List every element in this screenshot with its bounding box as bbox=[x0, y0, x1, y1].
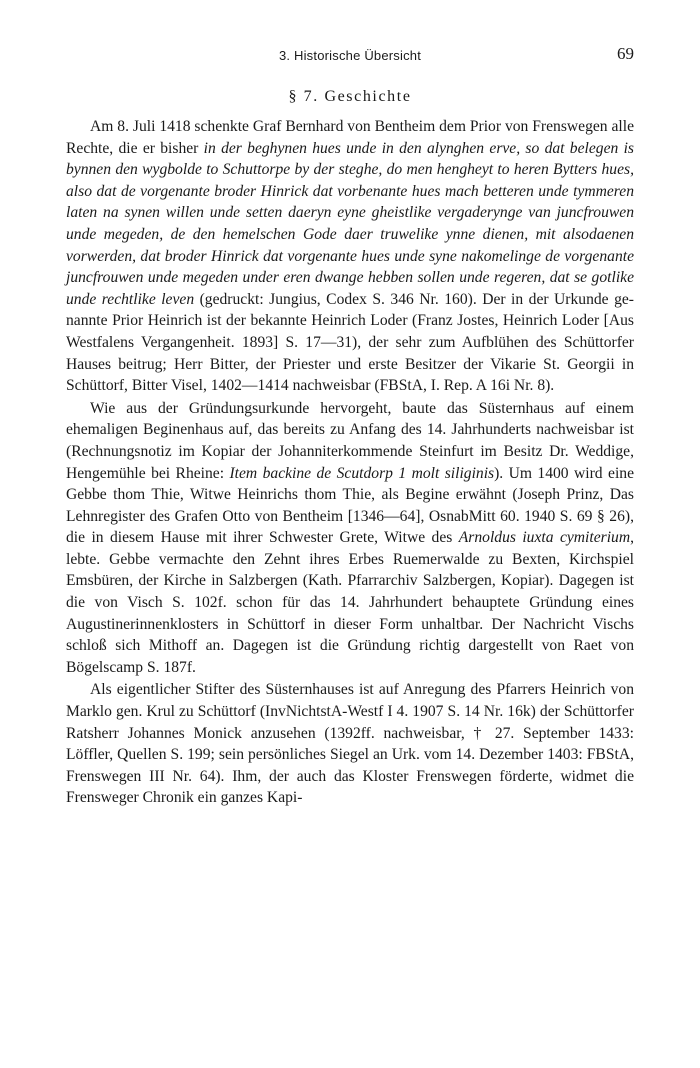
text-segment: (gedruckt: Jungius, Codex S. 346 Nr. 160). Der in der Urkunde genannte Prior Heinrich ist der bekannte Heinrich Loder (Franz Jostes, Heinrich Loder [Aus Westfalens Vergangenheit. 1893] S. 17—31), der sehr zum Aufblühen des Schüttorfer Hauses beitrug; Herr Bitter, der Priester und erste Besitzer der Vikarie St. Georgii in Schüttorf, Bitter Visel, 1402—1414 nachweisbar (FBStA, I. Rep. A 16i Nr. 8). bbox=[66, 290, 634, 395]
text-segment: , lebte. Gebbe vermachte den Zehnt ihres Erbes Ruemerwalde zu Bexten, Kirchspiel Emsbüren, der Kirche in Salzbergen (Kath. Pfarrarchiv Salzbergen, Kopiar). Dagegen ist die von Visch S. 102f. schon für das 14. Jahrhundert behauptete Gründung eines Augustinerinnenklosters in Schüttorf in dieser Form unhaltbar. Der Nachricht Vischs schloß sich Mithoff an. Dagegen ist die Gründung richtig dargestellt von Raet von Bögelscamp S. 187f. bbox=[66, 529, 634, 676]
running-title: 3. Historische Übersicht bbox=[278, 48, 422, 63]
text-segment: Wie aus der Gründungsurkunde hervorgeht, baute das Süsternhaus auf einem ehemaligen Beginenhaus auf, das bereits zu Anfang des 14. Jahrhunderts nachweisbar ist (Rechnungsnotiz im Kopiar der Johanniterkommende Steinfurt im Besitz Dr. Weddige, Hengemühle bei Rheine: bbox=[66, 399, 634, 482]
italic-quote-segment: Item backine de Scutdorp 1 molt siliginis bbox=[229, 464, 495, 482]
document-page bbox=[66, 40, 634, 809]
text-segment: Am 8. Juli 1418 schenkte Graf Bernhard von Bentheim dem Prior von Frenswegen alle Rechte, die er bisher bbox=[66, 118, 634, 157]
italic-quote-segment: in der beghynen hues unde in den alynghen erve, so dat belegen is bynnen den wygbolde to Schuttorpe by der steghe, do men hengheyt to heren Bytters hues, also dat de vorgenante broder Hinrick dat vorbenante hues mach betteren unde tymmeren laten na synen willen unde setten daeryn eyne gheistlike vergaderynge van juncfrouwen unde megeden, de den hemelschen Gode daer truwelike ynne dienen, mit alsodaenen vorwerden, dat broder Hinrick dat vorgenante hues unde syne nakomelinge de vorgenante juncfrouwen unde megeden under eren dwange hebben sollen unde regeren, dat se gotlike unde rechtlike leven bbox=[66, 139, 634, 308]
text-segment: ). Um 1400 wird eine Gebbe thom Thie, Witwe Heinrichs thom Thie, als Begine erwähnt (Joseph Prinz, Das Lehnregister des Grafen Otto von Bentheim [1346—64], OsnabMitt 60. 1940 S. 69 § 26), die in diesem Hause mit ihrer Schwester Grete, Witwe des bbox=[66, 464, 634, 547]
section-heading: § 7. Geschichte bbox=[288, 88, 412, 105]
text-segment: Als eigentlicher Stifter des Süsternhauses ist auf Anregung des Pfarrers Heinrich von Marklo gen. Krul zu Schüttorf (InvNichtstA-Westf I 4. 1907 S. 14 Nr. 16k) der Schüttorfer Ratsherr Johannes Monick anzusehen (1392ff. nachweisbar, † 27. September 1433: Löffler, Quellen S. 199; sein persönliches Siegel an Urk. vom 14. Dezember 1403: FBStA, Frenswegen III Nr. 64). Ihm, der auch das Kloster Frenswegen förderte, widmet die Frensweger Chronik ein ganzes Kapi- bbox=[66, 681, 634, 807]
paragraph-3 bbox=[66, 679, 634, 809]
italic-quote-segment: Arnoldus iuxta cymiterium bbox=[458, 529, 631, 547]
running-header bbox=[66, 40, 634, 68]
body-text bbox=[66, 116, 634, 809]
paragraph-1 bbox=[66, 116, 634, 397]
paragraph-2 bbox=[66, 398, 634, 679]
page-number: 69 bbox=[617, 44, 634, 63]
